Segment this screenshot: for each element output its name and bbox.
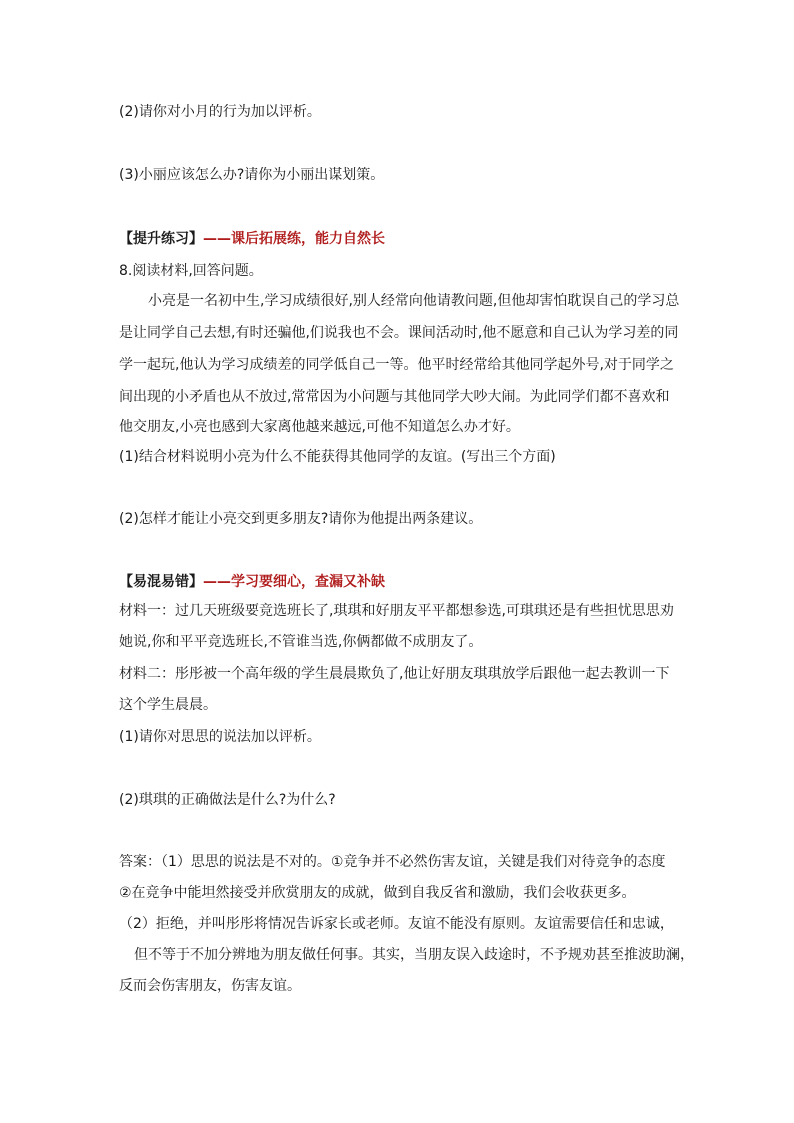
material-one-line: 她说,你和平平竞选班长,不管谁当选,你俩都做不成朋友了。	[119, 634, 483, 650]
section-heading-tail: ——学习要细心，查漏又补缺	[203, 574, 385, 590]
answer-line: 答案：（1）思思的说法是不对的。①竞争并不必然伤害友谊，关键是我们对待竞争的态度	[119, 854, 666, 870]
question-1: (1)结合材料说明小亮为什么不能获得其他同学的友谊。(写出三个方面)	[119, 449, 556, 465]
section-heading-improve	[119, 229, 385, 249]
section-heading-tail: ——课后拓展练，能力自然长	[203, 231, 385, 247]
material-line: 他交朋友,小亮也感到大家离他越来越远,可他不知道怎么办才好。	[119, 419, 520, 435]
item-8-instruction: 8.阅读材料,回答问题。	[119, 263, 263, 279]
answer-line: ②在竞争中能坦然接受并欣赏朋友的成就，做到自我反省和激励，我们会收获更多。	[119, 885, 636, 901]
section-heading-bracket: 【易混易错】	[119, 574, 203, 590]
section-heading-bracket: 【提升练习】	[119, 231, 203, 247]
question-1: (1)请你对思思的说法加以评析。	[119, 729, 321, 745]
answer-line: 反而会伤害朋友，伤害友谊。	[119, 978, 301, 994]
material-line: 间出现的小矛盾也从不放过,常常因为小问题与其他同学大吵大闹。为此同学们都不喜欢和	[119, 389, 670, 405]
answer-line: （2）拒绝，并叫彤彤将情况告诉家长或老师。友谊不能没有原则。友谊需要信任和忠诚，	[119, 916, 674, 932]
material-one-line: 材料一：过几天班级要竞选班长了,琪琪和好朋友平平都想参选,可琪琪还是有些担忧思思劝	[119, 603, 674, 619]
material-line: 学一起玩,他认为学习成绩差的同学低自己一等。他平时经常给其他同学起外号,对于同学之	[119, 357, 674, 373]
question-3-prev: (3)小丽应该怎么办?请你为小丽出谋划策。	[119, 167, 385, 183]
section-heading-mistakes	[119, 572, 385, 592]
material-line: 是让同学自己去想,有时还骗他,们说我也不会。课间活动时,他不愿意和自己认为学习差的同	[119, 325, 679, 341]
question-2-prev: (2)请你对小月的行为加以评析。	[119, 104, 321, 120]
material-line: 小亮是一名初中生,学习成绩很好,别人经常向他请教问题,但他却害怕耽误自己的学习总	[148, 293, 680, 309]
question-2: (2)怎样才能让小亮交到更多朋友?请你为他提出两条建议。	[119, 511, 483, 527]
material-two-line: 这个学生晨晨。	[119, 697, 217, 713]
answer-line: 但不等于不加分辨地为朋友做任何事。其实，当朋友误入歧途时，不予规劝甚至推波助澜，	[134, 947, 694, 963]
material-two-line: 材料二：彤彤被一个高年级的学生晨晨欺负了,他让好朋友琪琪放学后跟他一起去教训一下	[119, 666, 670, 682]
question-2: (2)琪琪的正确做法是什么?为什么?	[119, 792, 336, 808]
